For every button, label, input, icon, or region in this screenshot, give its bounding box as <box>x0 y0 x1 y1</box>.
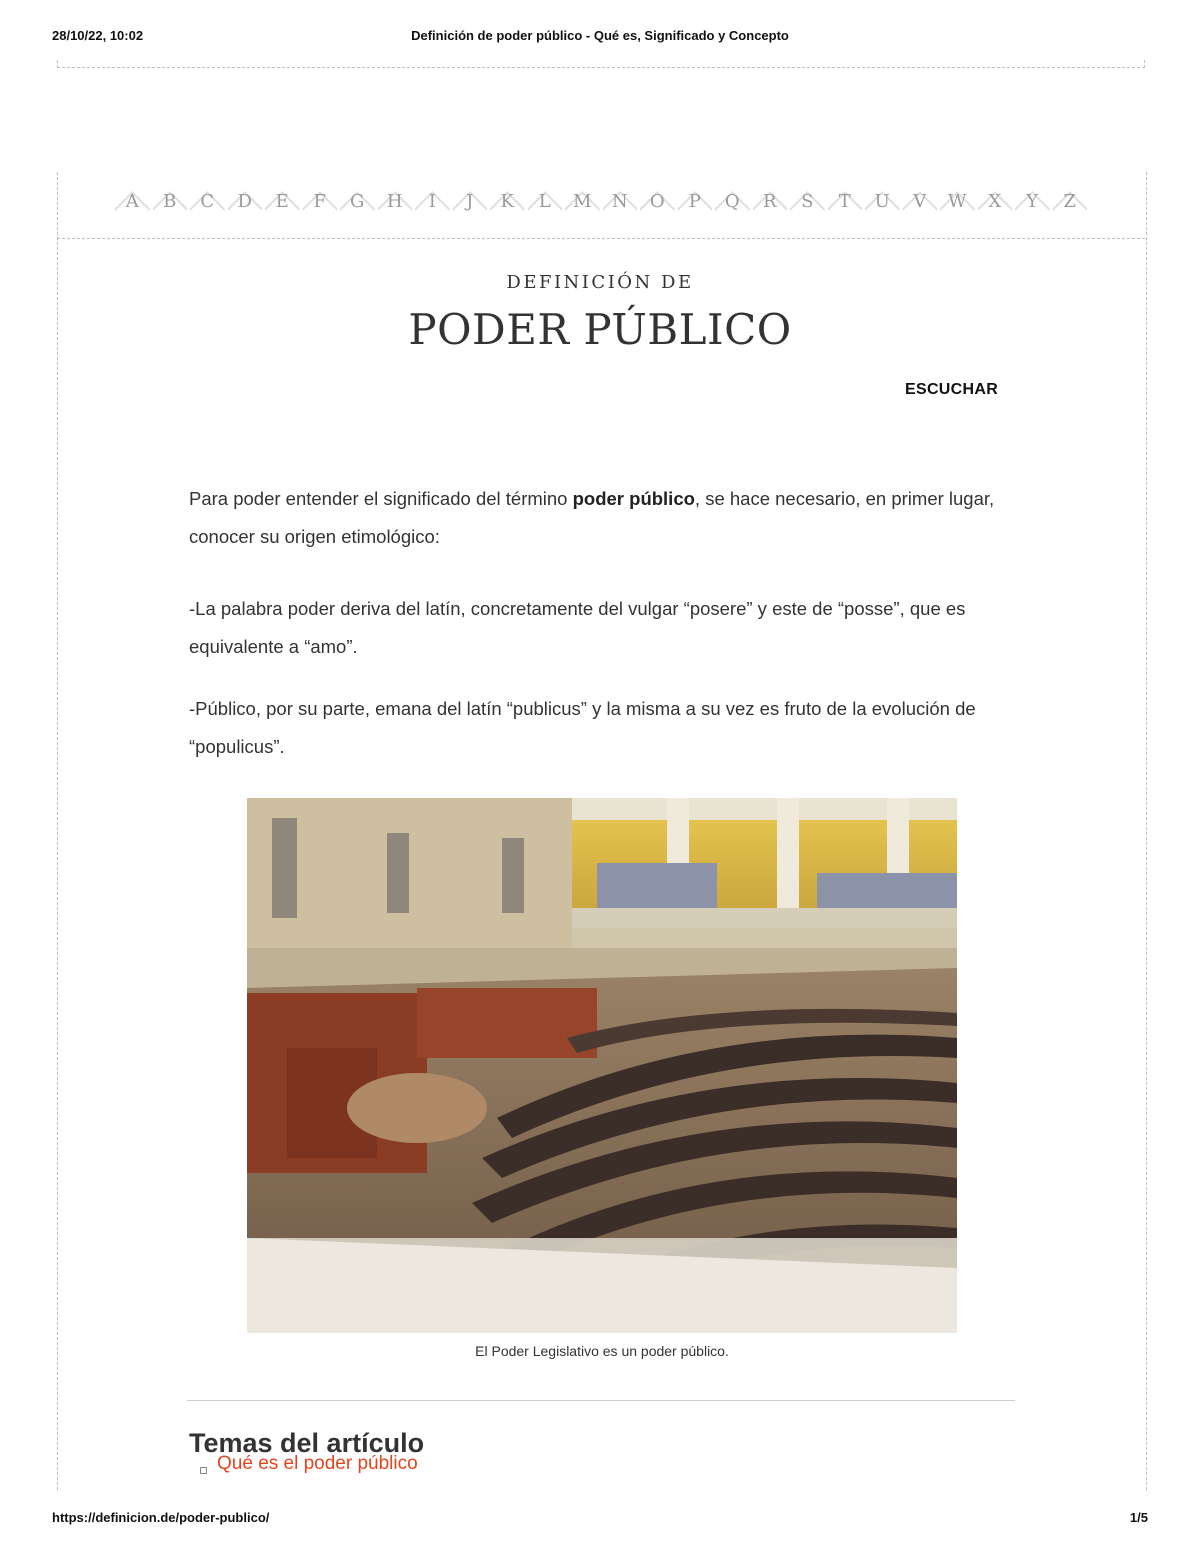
definition-kicker: DEFINICIÓN DE <box>506 272 694 293</box>
toc-item-label[interactable]: Qué es el poder público <box>217 1453 418 1474</box>
print-page-number: 1/5 <box>1129 1510 1148 1525</box>
alphabet-letter-m[interactable]: M <box>565 186 600 216</box>
toc-heading: Temas del artículo <box>189 1428 425 1458</box>
alphabet-letter-d[interactable]: D <box>228 186 263 216</box>
print-datetime: 28/10/22, 10:02 <box>52 28 144 43</box>
page-title: PODER PÚBLICO <box>408 305 792 354</box>
alphabet-letter-g[interactable]: G <box>340 186 375 216</box>
alphabet-divider <box>57 238 1145 239</box>
parliament-illustration <box>247 798 957 1333</box>
alphabet-letter-c[interactable]: C <box>190 186 225 216</box>
alphabet-letter-h[interactable]: H <box>378 186 413 216</box>
etymology-poder-paragraph: -La palabra poder deriva del latín, concretamente del vulgar “posere” y este de “posse”, que es equivalente a “amo”. <box>189 598 966 657</box>
alphabet-index <box>57 186 1145 218</box>
parliament-photo <box>247 798 957 1333</box>
print-page-title: Definición de poder público - Qué es, Significado y Concepto <box>411 28 789 43</box>
alphabet-letter-j[interactable]: J <box>453 186 488 216</box>
alphabet-letter-f[interactable]: F <box>303 186 338 216</box>
alphabet-letter-e[interactable]: E <box>265 186 300 216</box>
square-bullet-icon <box>200 1467 207 1474</box>
alphabet-letter-b[interactable]: B <box>153 186 188 216</box>
intro-text-end: , se hace necesario, en primer lugar, conocer su origen etimológico: <box>189 488 995 547</box>
alphabet-letter-w[interactable]: W <box>940 186 975 216</box>
section-separator <box>187 1400 1015 1401</box>
print-footer <box>52 1510 1148 1530</box>
intro-text-start: Para poder entender el significado del término <box>189 488 573 509</box>
alphabet-letter-l[interactable]: L <box>528 186 563 216</box>
print-header <box>52 28 1148 48</box>
alphabet-letter-v[interactable]: V <box>903 186 938 216</box>
alphabet-letter-s[interactable]: S <box>790 186 825 216</box>
intro-term: poder público <box>572 488 695 509</box>
alphabet-letter-k[interactable]: K <box>490 186 525 216</box>
alphabet-letter-r[interactable]: R <box>753 186 788 216</box>
toc-item-que-es[interactable] <box>200 1452 418 1474</box>
alphabet-letter-t[interactable]: T <box>828 186 863 216</box>
intro-paragraph <box>189 480 1009 556</box>
alphabet-letter-z[interactable]: Z <box>1053 186 1088 216</box>
listen-button[interactable]: ESCUCHAR <box>905 381 999 398</box>
print-url: https://definicion.de/poder-publico/ <box>52 1510 270 1525</box>
alphabet-letter-u[interactable]: U <box>865 186 900 216</box>
alphabet-letter-q[interactable]: Q <box>715 186 750 216</box>
etymology-publico-paragraph: -Público, por su parte, emana del latín “publicus” y la misma a su vez es fruto de la evolución de “populicus”. <box>189 698 976 757</box>
alphabet-letter-o[interactable]: O <box>640 186 675 216</box>
alphabet-letter-x[interactable]: X <box>978 186 1013 216</box>
top-divider <box>57 67 1145 68</box>
alphabet-letter-i[interactable]: I <box>415 186 450 216</box>
alphabet-letter-p[interactable]: P <box>678 186 713 216</box>
image-caption: El Poder Legislativo es un poder público. <box>475 1343 729 1359</box>
alphabet-letter-a[interactable]: A <box>115 186 150 216</box>
alphabet-letter-y[interactable]: Y <box>1015 186 1050 216</box>
alphabet-letter-n[interactable]: N <box>603 186 638 216</box>
